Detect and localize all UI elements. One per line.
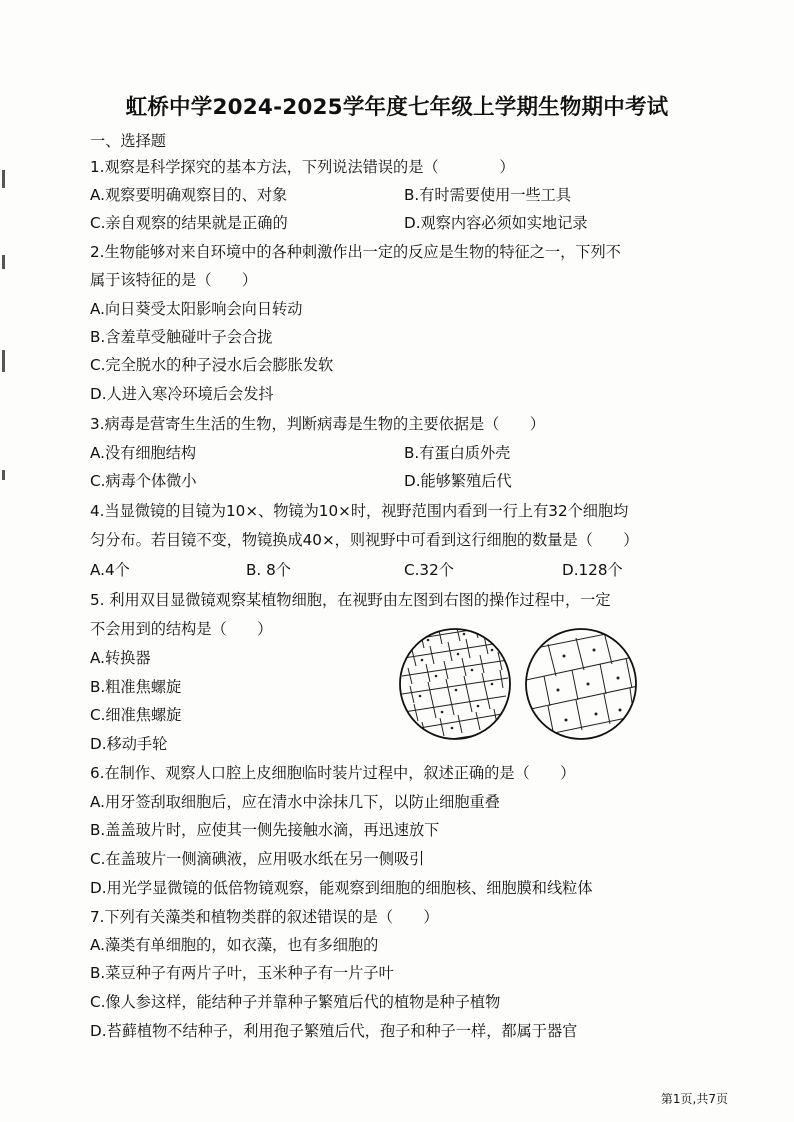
question-6-option-b: B.盖盖玻片时，应使其一侧先接触水滴，再迅速放下: [90, 821, 440, 839]
question-3-option-d: D.能够繁殖后代: [404, 472, 512, 490]
question-1-option-b: B.有时需要使用一些工具: [404, 186, 572, 204]
question-2-stem-line-1: 2.生物能够对来自环境中的各种刺激作出一定的反应是生物的特征之一，下列不: [90, 243, 621, 261]
question-5-option-a: A.转换器: [90, 649, 151, 667]
question-4-option-c: C.32个: [404, 561, 454, 579]
question-3-stem: 3.病毒是营寄生生活的生物，判断病毒是生物的主要依据是（ ）: [90, 415, 545, 433]
question-7-option-d: D.苔藓植物不结种子，利用孢子繁殖后代，孢子和种子一样，都属于器官: [90, 1022, 578, 1040]
microscope-field-figure: [398, 620, 643, 748]
question-2-option-b: B.含羞草受触碰叶子会合拢: [90, 328, 273, 346]
question-4-stem-line-1: 4.当显微镜的目镜为10×、物镜为10×时，视野范围内看到一行上有32个细胞均: [90, 502, 629, 520]
question-2-option-c: C.完全脱水的种子浸水后会膨胀发软: [90, 356, 334, 374]
binding-margin-mark: [2, 170, 5, 188]
binding-margin-mark: [2, 350, 5, 372]
question-1-option-d: D.观察内容必须如实地记录: [404, 214, 588, 232]
question-5-option-b: B.粗准焦螺旋: [90, 678, 182, 696]
question-6-option-a: A.用牙签刮取细胞后，应在清水中涂抹几下，以防止细胞重叠: [90, 793, 500, 811]
question-2-option-d: D.人进入寒冷环境后会发抖: [90, 385, 274, 403]
question-6-option-d: D.用光学显微镜的低倍物镜观察，能观察到细胞的细胞核、细胞膜和线粒体: [90, 879, 593, 897]
question-2-option-a: A.向日葵受太阳影响会向日转动: [90, 300, 303, 318]
question-1-option-a: A.观察要明确观察目的、对象: [90, 186, 288, 204]
right-microscope-field: [526, 628, 638, 739]
question-6-stem: 6.在制作、观察人口腔上皮细胞临时装片过程中，叙述正确的是（ ）: [90, 764, 576, 782]
question-5-stem-line-1: 5. 利用双目显微镜观察某植物细胞，在视野由左图到右图的操作过程中，一定: [90, 591, 611, 609]
binding-margin-mark: [2, 255, 5, 269]
question-4-option-d: D.128个: [562, 561, 623, 579]
question-3-option-a: A.没有细胞结构: [90, 444, 197, 462]
question-7-stem: 7.下列有关藻类和植物类群的叙述错误的是（ ）: [90, 908, 439, 926]
section-heading: 一、选择题: [90, 132, 166, 150]
page-number-footer: 第1页,共7页: [660, 1092, 728, 1106]
left-microscope-field: [400, 623, 510, 744]
question-4-option-b: B. 8个: [246, 561, 291, 579]
question-3-option-b: B.有蛋白质外壳: [404, 444, 511, 462]
exam-title: 虹桥中学2024-2025学年度七年级上学期生物期中考试: [125, 95, 669, 120]
question-4-stem-line-2: 匀分布。若目镜不变，物镜换成40×，则视野中可看到这行细胞的数量是（ ）: [90, 531, 639, 549]
question-7-option-b: B.菜豆种子有两片子叶，玉米种子有一片子叶: [90, 964, 394, 982]
question-6-option-c: C.在盖玻片一侧滴碘液，应用吸水纸在另一侧吸引: [90, 850, 425, 868]
binding-margin-mark: [2, 470, 5, 480]
question-1-option-c: C.亲自观察的结果就是正确的: [90, 214, 288, 232]
question-3-option-c: C.病毒个体微小: [90, 472, 197, 490]
question-5-option-d: D.移动手轮: [90, 735, 168, 753]
question-5-option-c: C.细准焦螺旋: [90, 706, 182, 724]
question-7-option-a: A.藻类有单细胞的，如衣藻，也有多细胞的: [90, 936, 379, 954]
question-5-stem-line-2: 不会用到的结构是（ ）: [90, 620, 273, 638]
question-1-stem: 1.观察是科学探究的基本方法，下列说法错误的是（ ）: [90, 158, 515, 176]
question-2-stem-line-2: 属于该特征的是（ ）: [90, 271, 258, 289]
question-7-option-c: C.像人参这样，能结种子并靠种子繁殖后代的植物是种子植物: [90, 993, 501, 1011]
question-4-option-a: A.4个: [90, 561, 130, 579]
